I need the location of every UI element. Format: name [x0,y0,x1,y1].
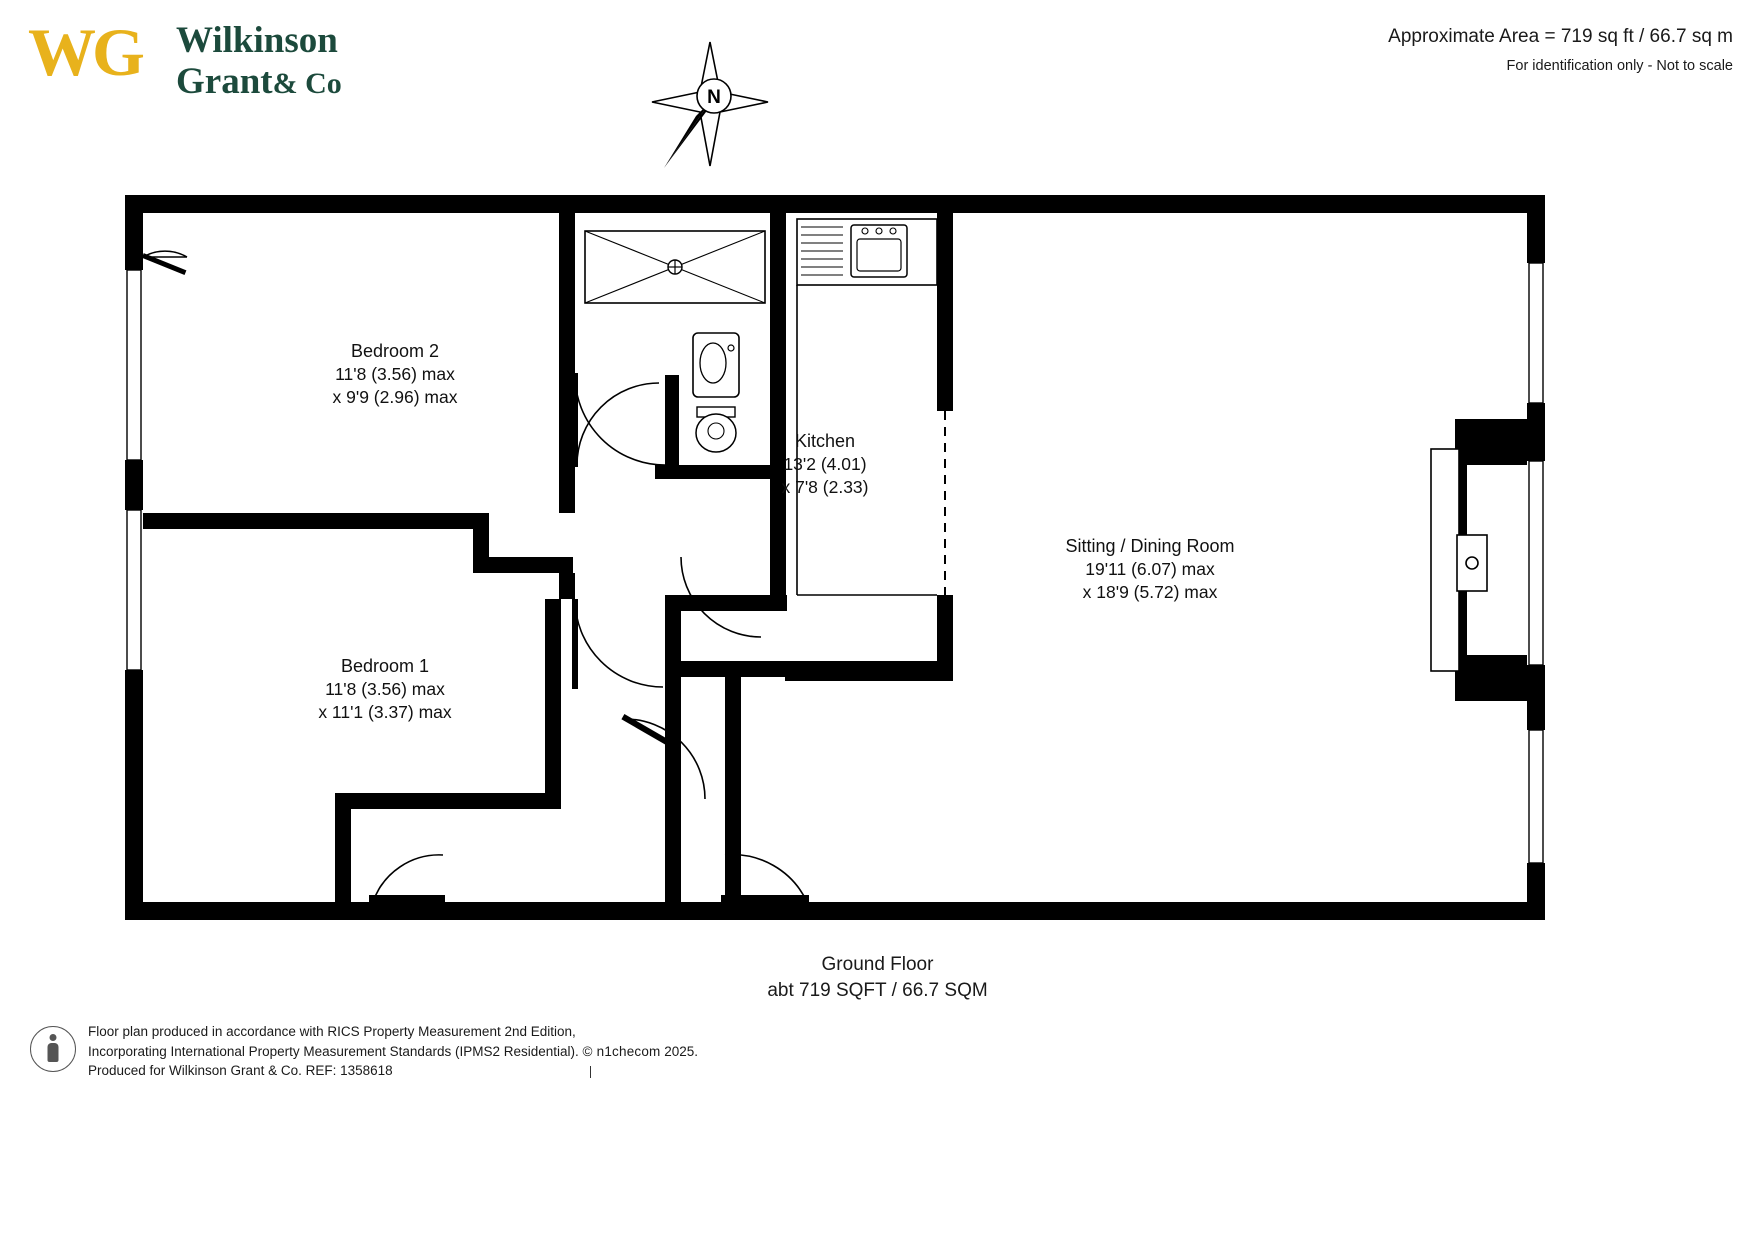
floor-subtitle: abt 719 SQFT / 66.7 SQM [767,980,988,1001]
room-label-bedroom-1 [265,655,505,724]
footer-line-2: Incorporating International Property Measurement Standards (IPMS2 Residential). [88,1043,579,1059]
logo-name-line2: Grant [176,61,273,102]
logo-wordmark [176,20,342,104]
compass-north-letter: N [707,87,721,108]
room-dimension-line-2: x 9'9 (2.96) max [332,387,458,407]
footer-line-3: Produced for Wilkinson Grant & Co. REF: 1358618 [88,1063,393,1078]
room-name: Bedroom 2 [350,341,440,361]
room-label-kitchen [720,430,930,499]
floor-caption [0,952,1755,1004]
scale-tick [590,1066,591,1078]
room-name: Bedroom 1 [340,656,430,676]
room-dimension-line-2: x 7'8 (2.33) [781,477,869,497]
identification-note: For identification only - Not to scale [1506,58,1733,74]
floor-plan-drawing [125,195,1545,920]
logo-monogram: WG [28,14,141,90]
footer-line-1: Floor plan produced in accordance with RICS Property Measurement 2nd Edition, [88,1024,576,1039]
room-dimension-line-1: 13'2 (4.01) [783,454,867,474]
room-label-bedroom-2 [275,340,515,409]
company-logo [28,14,388,106]
logo-name-amp: & Co [272,67,342,100]
footer-text [88,1022,698,1081]
room-name: Kitchen [794,431,856,451]
footer-copyright: © n1checom [582,1043,661,1059]
room-dimension-line-1: 11'8 (3.56) max [335,364,455,384]
room-dimension-line-1: 11'8 (3.56) max [325,679,445,699]
room-dimension-line-1: 19'11 (6.07) max [1085,559,1215,579]
accessibility-person-icon [30,1026,76,1072]
logo-name-line1: Wilkinson [176,20,338,61]
room-name: Sitting / Dining Room [1065,536,1235,556]
room-label-sitting-dining-room [1015,535,1285,604]
room-dimension-line-2: x 11'1 (3.37) max [318,702,452,722]
room-dimension-line-2: x 18'9 (5.72) max [1082,582,1218,602]
floor-plan-svg [125,195,1545,920]
approximate-area-note: Approximate Area = 719 sq ft / 66.7 sq m [1388,26,1733,47]
north-compass-icon [650,40,770,170]
floor-title: Ground Floor [821,954,934,975]
footer-year: 2025. [664,1043,699,1059]
